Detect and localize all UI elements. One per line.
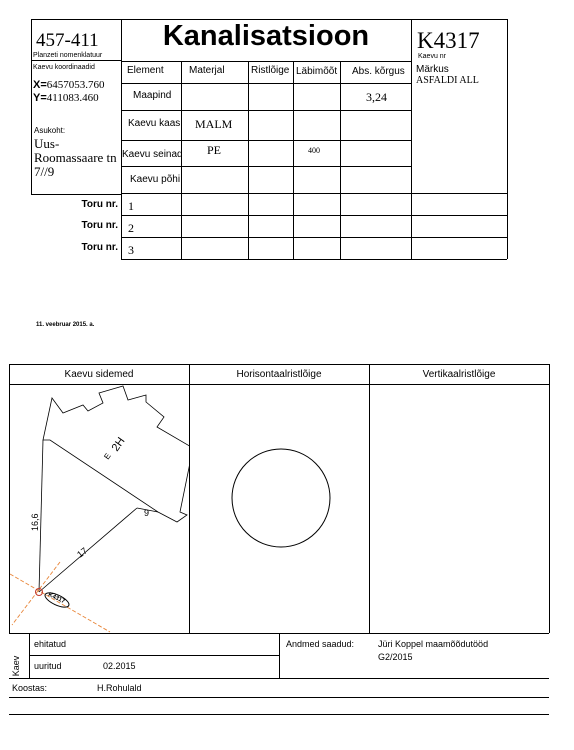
dim-9: 9 bbox=[144, 508, 150, 518]
pipe-number-1: 1 bbox=[128, 199, 134, 213]
inspected-label: uuritud bbox=[34, 661, 62, 671]
col-abs-height: Abs. kõrgus bbox=[352, 66, 405, 77]
x-label: X= bbox=[33, 79, 47, 91]
row-cover-material: MALM bbox=[195, 117, 233, 131]
building-sublabel: E bbox=[102, 451, 113, 462]
dim-17: 17 bbox=[75, 545, 90, 560]
source-value: Jüri Koppel maamõõdutööd bbox=[378, 639, 489, 649]
tie-line-17 bbox=[39, 508, 137, 592]
row-ground-label: Maapind bbox=[133, 90, 172, 101]
building-outline bbox=[43, 386, 189, 522]
pipe-label-2: Toru nr. bbox=[81, 220, 118, 231]
dim-16-6: 16,6 bbox=[30, 513, 40, 531]
row-cover-label: Kaevu kaas bbox=[128, 118, 181, 129]
source-label: Andmed saadud: bbox=[286, 639, 355, 649]
pipe-label-1: Toru nr. bbox=[81, 199, 118, 210]
author-label: Koostas: bbox=[12, 683, 48, 693]
document-title: Kanalisatsioon bbox=[162, 20, 370, 52]
building-label: 2H bbox=[109, 435, 128, 454]
pipe-label-3: Toru nr. bbox=[81, 242, 118, 253]
document-date: 11. veebruar 2015. a. bbox=[36, 322, 95, 328]
col-material: Materjal bbox=[189, 65, 225, 76]
coords-label: Kaevu koordinaadid bbox=[33, 64, 95, 71]
section-horizontal: Horisontaalristlõige bbox=[236, 369, 322, 380]
pipe-number-2: 2 bbox=[128, 221, 134, 235]
col-diameter: Läbimõõt bbox=[296, 66, 338, 77]
well-tag: K4317 bbox=[47, 592, 66, 606]
pipe-number-3: 3 bbox=[128, 243, 134, 257]
section-vertical: Vertikaalristlõige bbox=[422, 369, 496, 380]
inspected-value: 02.2015 bbox=[103, 661, 136, 671]
location-value: Uus-Roomassaare tn 7//9 bbox=[34, 136, 117, 179]
row-ground-abs: 3,24 bbox=[366, 90, 387, 104]
col-note: Märkus bbox=[416, 64, 449, 75]
row-walls-diameter: 400 bbox=[308, 146, 320, 155]
footer-side-label: Kaev bbox=[11, 655, 21, 677]
well-number: K4317 bbox=[417, 28, 480, 53]
x-value: 6457053.760 bbox=[46, 79, 105, 91]
location-label: Asukoht: bbox=[34, 126, 66, 135]
built-label: ehitatud bbox=[34, 639, 67, 649]
y-value: 411083.460 bbox=[46, 92, 99, 104]
row-bottom-label: Kaevu põhi bbox=[130, 174, 181, 185]
y-label: Y= bbox=[33, 92, 47, 104]
horizontal-section bbox=[189, 384, 369, 633]
plate-caption: Planzeti nomenklatuur bbox=[33, 52, 103, 59]
well-caption: Kaevu nr bbox=[418, 53, 447, 60]
row-walls-material: PE bbox=[207, 143, 222, 157]
section-ties: Kaevu sidemed bbox=[64, 369, 134, 380]
col-cross-section: Ristlõige bbox=[251, 65, 290, 76]
author-value: H.Rohulald bbox=[97, 683, 142, 693]
row-walls-label: Kaevu seinad bbox=[122, 149, 183, 160]
horizontal-section-circle bbox=[232, 449, 330, 547]
ties-sketch bbox=[9, 384, 189, 633]
col-element: Element bbox=[127, 65, 164, 76]
plate-number: 457-411 bbox=[36, 30, 99, 51]
source-value-2: G2/2015 bbox=[378, 652, 413, 662]
note-value: ASFALDI ALL bbox=[416, 75, 479, 86]
